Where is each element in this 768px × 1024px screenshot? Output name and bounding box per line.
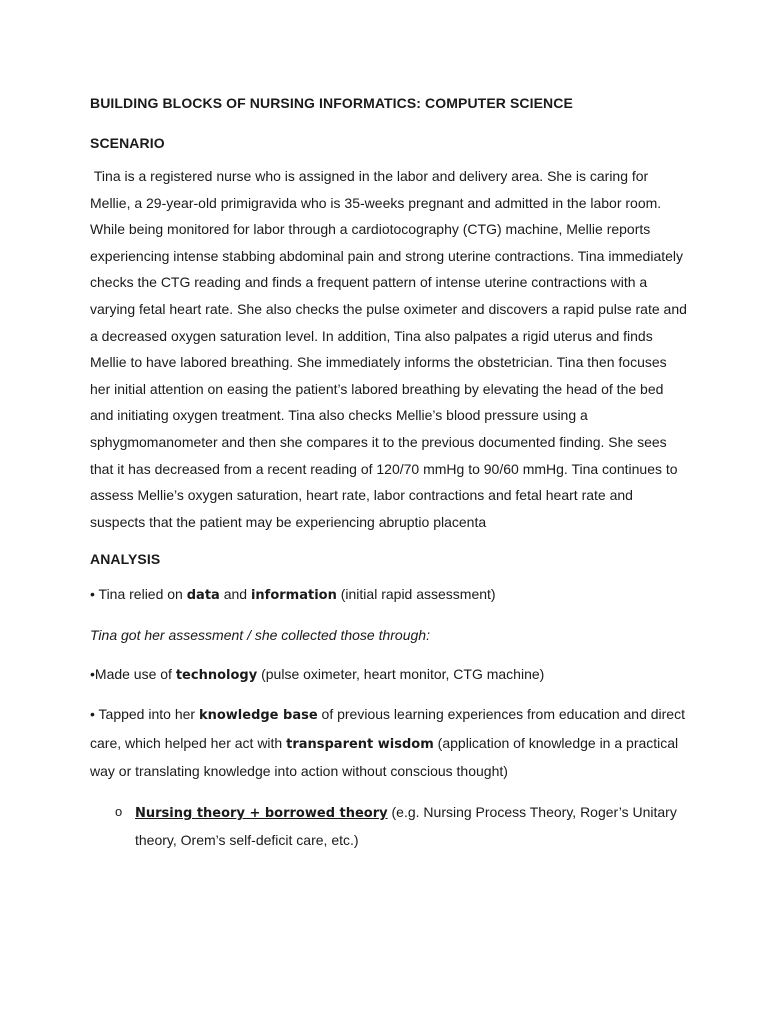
analysis-item-text: (application of knowledge in a practical way or translating knowledge into action without conscious thought)	[90, 734, 679, 780]
document-title: BUILDING BLOCKS OF NURSING INFORMATICS: COMPUTER SCIENCE	[90, 95, 573, 111]
analysis-item-text: and	[219, 586, 251, 603]
analysis-item-knowledge-base	[90, 701, 690, 785]
bold-term-transparent-wisdom: transparent wisdom	[286, 736, 434, 752]
sub-list-item-nursing-theory	[90, 799, 690, 854]
analysis-heading: ANALYSIS	[90, 551, 161, 568]
circle-bullet-icon: o	[115, 803, 123, 819]
analysis-item-text: • Tina relied on	[90, 586, 187, 603]
bold-underlined-term: Nursing theory + borrowed theory	[135, 805, 388, 821]
analysis-item-text: of previous learning experiences from education and direct care, which helped her act with	[90, 706, 685, 751]
bold-term-data: data	[186, 588, 220, 604]
document-body	[90, 90, 690, 854]
analysis-item-technology	[90, 661, 690, 690]
bold-term-knowledge-base: knowledge base	[198, 708, 318, 724]
bold-term-technology: technology	[175, 667, 258, 683]
analysis-item-text: (pulse oximeter, heart monitor, CTG machine)	[257, 665, 545, 682]
analysis-item-data-information	[90, 581, 690, 610]
analysis-item-text: • Tapped into her	[90, 706, 199, 723]
analysis-item-text: (initial rapid assessment)	[336, 586, 496, 603]
bold-term-information: information	[250, 588, 337, 604]
scenario-paragraph: Tina is a registered nurse who is assigned in the labor and delivery area. She is caring for Mellie, a 29-year-old primigravida who is 35-weeks pregnant and admitted in the labor room. While being monitored for labor through a cardiotocography (CTG) machine, Mellie reports experiencing intense stabbing abdominal pain and strong uterine contractions. Tina immediately checks the CTG reading and finds a frequent pattern of intense uterine contractions with a varying fetal heart rate. She also checks the pulse oximeter and discovers a rapid pulse rate and a decreased oxygen saturation level. In addition, Tina also palpates a rigid uterus and finds Mellie to have labored breathing. She immediately informs the obstetrician. Tina then focuses her initial attention on easing the patient’s labored breathing by elevating the head of the bed and initiating oxygen treatment. Tina also checks Mellie’s blood pressure using a sphygmomanometer and then she compares it to the previous documented finding. She sees that it has decreased from a recent reading of 120/70 mmHg to 90/60 mmHg. Tina continues to assess Mellie’s oxygen saturation, heart rate, labor contractions and fetal heart rate and suspects that the patient may be experiencing abruptio placenta	[90, 168, 691, 530]
sub-item-text: (e.g. Nursing Process Theory, Roger’s Unitary theory, Orem’s self-deficit care, etc.)	[135, 803, 677, 849]
scenario-heading: SCENARIO	[90, 135, 165, 151]
analysis-italic-line: Tina got her assessment / she collected those through:	[90, 626, 430, 643]
analysis-item-text: •Made use of	[90, 665, 176, 682]
